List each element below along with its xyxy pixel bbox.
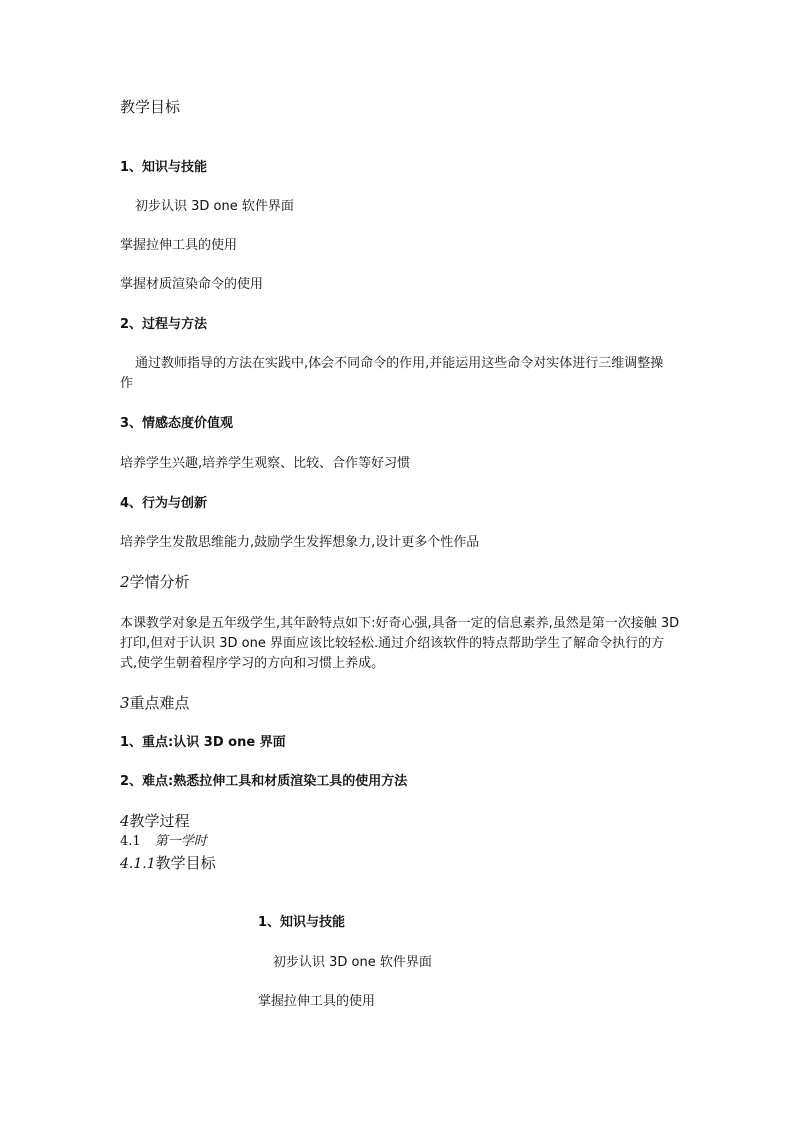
process-sub-title: 第一学时	[154, 834, 207, 849]
goals-item1-line3: 掌握材质渲染命令的使用	[120, 277, 264, 292]
key-number: 3	[120, 694, 130, 712]
process-number: 4	[120, 812, 130, 830]
goals-item1-title: 1、知识与技能	[120, 160, 208, 175]
goals-item2-paragraph: 通过教师指导的方法在实践中,体会不同命令的作用,并能运用这些命令对实体进行三维调整操作	[120, 356, 664, 391]
process-subsubheading	[120, 853, 216, 874]
analysis-number: 2	[120, 573, 130, 591]
goals-item3-line1: 培养学生兴趣,培养学生观察、比较、合作等好习惯	[120, 456, 411, 471]
process-item1-title: 1、知识与技能	[258, 915, 346, 930]
process-heading	[120, 811, 190, 831]
goals-item2-title: 2、过程与方法	[120, 317, 208, 332]
process-item1-line1: 初步认识 3D one 软件界面	[273, 955, 432, 970]
goals-item4-title: 4、行为与创新	[120, 496, 208, 511]
goals-item1-line2: 掌握拉伸工具的使用	[120, 238, 238, 253]
process-item1-line2: 掌握拉伸工具的使用	[258, 994, 376, 1009]
process-title: 教学过程	[129, 812, 190, 830]
process-subsub-title: 教学目标	[155, 854, 216, 872]
key-item1: 1、重点:认识 3D one 界面	[120, 735, 286, 750]
analysis-paragraph: 本课教学对象是五年级学生,其年龄特点如下:好奇心强,具备一定的信息素养,虽然是第一次接触 3D 打印,但对于认识 3D one 界面应该比较轻松.通过介绍该软件的特点帮助学生了解命令执行的方式,使学生朝着程序学习的方向和习惯上养成。	[120, 616, 680, 671]
key-title: 重点难点	[129, 694, 190, 712]
key-item2: 2、难点:熟悉拉伸工具和材质渲染工具的使用方法	[120, 774, 408, 789]
analysis-heading	[120, 572, 190, 592]
analysis-title: 学情分析	[129, 573, 190, 591]
goals-item1-line1: 初步认识 3D one 软件界面	[135, 199, 294, 214]
goals-item4-line1: 培养学生发散思维能力,鼓励学生发挥想象力,设计更多个性作品	[120, 535, 480, 550]
process-sub-number: 4.1	[120, 834, 141, 849]
goals-item3-title: 3、情感态度价值观	[120, 416, 234, 431]
key-heading	[120, 693, 190, 713]
goals-heading: 教学目标	[120, 98, 181, 116]
process-subsub-number: 4.1.1	[120, 856, 156, 872]
process-subheading	[120, 832, 207, 852]
